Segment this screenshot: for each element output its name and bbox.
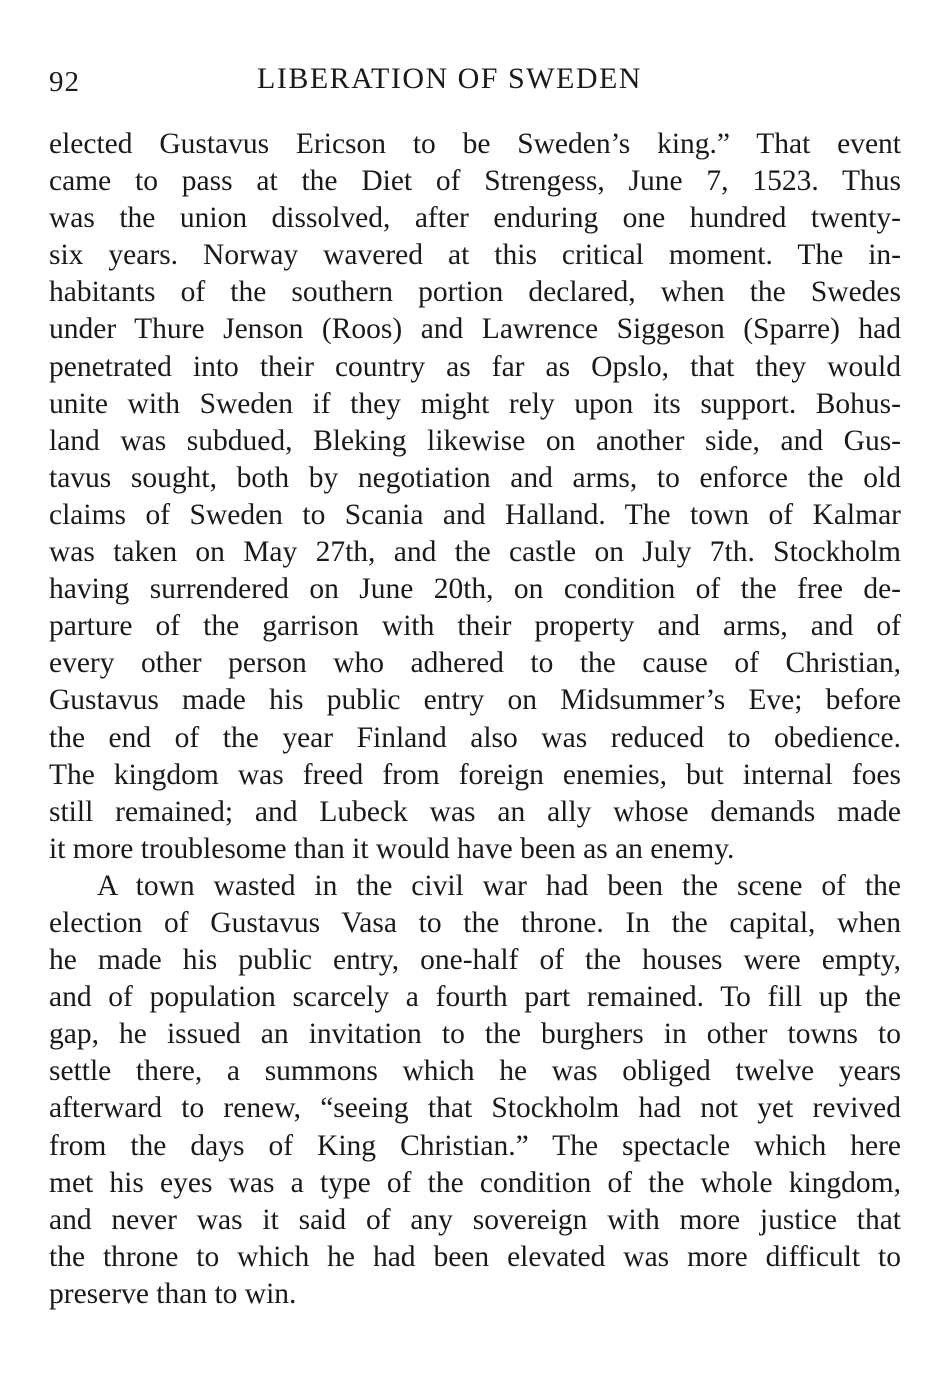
text-line: The kingdom was freed from foreign enemies, but internal foes: [49, 758, 901, 791]
text-line: election of Gustavus Vasa to the throne. In the capital, when: [49, 906, 901, 939]
text-line: still remained; and Lubeck was an ally whose demands made: [49, 795, 901, 828]
text-line: from the days of King Christian.” The spectacle which here: [49, 1129, 901, 1162]
text-line: tavus sought, both by negotiation and arms, to enforce the old: [49, 461, 901, 494]
text-line: met his eyes was a type of the condition of the whole kingdom,: [49, 1166, 901, 1199]
page-header: [49, 62, 901, 102]
text-line: A town wasted in the civil war had been the scene of the: [97, 869, 901, 902]
text-line: came to pass at the Diet of Strengess, June 7, 1523. Thus: [49, 165, 901, 198]
text-line: preserve than to win.: [49, 1277, 297, 1310]
page-number: 92: [49, 66, 80, 98]
text-line: settle there, a summons which he was obliged twelve years: [49, 1055, 901, 1088]
text-line: it more troublesome than it would have been as an enemy.: [49, 832, 735, 865]
text-line: gap, he issued an invitation to the burghers in other towns to: [49, 1018, 901, 1051]
text-line: having surrendered on June 20th, on condition of the free de-: [49, 573, 901, 606]
text-line: under Thure Jenson (Roos) and Lawrence Siggeson (Sparre) had: [49, 313, 901, 346]
body-text: [49, 126, 901, 1313]
text-line: was the union dissolved, after enduring one hundred twenty-: [49, 202, 901, 235]
text-line: and of population scarcely a fourth part remained. To fill up the: [49, 981, 901, 1014]
text-line: the end of the year Finland also was reduced to obedience.: [49, 721, 901, 754]
text-line: he made his public entry, one-half of the houses were empty,: [49, 944, 901, 977]
text-line: land was subdued, Bleking likewise on another side, and Gus-: [49, 424, 901, 457]
running-title: LIBERATION OF SWEDEN: [257, 62, 642, 95]
text-line: every other person who adhered to the cause of Christian,: [49, 647, 901, 680]
text-line: afterward to renew, “seeing that Stockholm had not yet revived: [49, 1092, 901, 1125]
text-line: claims of Sweden to Scania and Halland. The town of Kalmar: [49, 498, 901, 531]
text-line: elected Gustavus Ericson to be Sweden’s king.” That event: [49, 128, 901, 160]
text-line: unite with Sweden if they might rely upon its support. Bohus-: [49, 387, 901, 420]
text-line: Gustavus made his public entry on Midsummer’s Eve; before: [49, 684, 901, 717]
text-line: was taken on May 27th, and the castle on July 7th. Stockholm: [49, 536, 901, 569]
text-line: six years. Norway wavered at this critical moment. The in-: [49, 239, 901, 272]
paragraph-2: [49, 868, 901, 1313]
text-line: and never was it said of any sovereign with more justice that: [49, 1203, 901, 1236]
paragraph-1: [49, 126, 901, 868]
text-line: penetrated into their country as far as Opslo, that they would: [49, 350, 901, 383]
text-line: parture of the garrison with their property and arms, and of: [49, 610, 901, 643]
text-line: the throne to which he had been elevated was more difficult to: [49, 1240, 901, 1273]
text-line: habitants of the southern portion declared, when the Swedes: [49, 276, 901, 309]
